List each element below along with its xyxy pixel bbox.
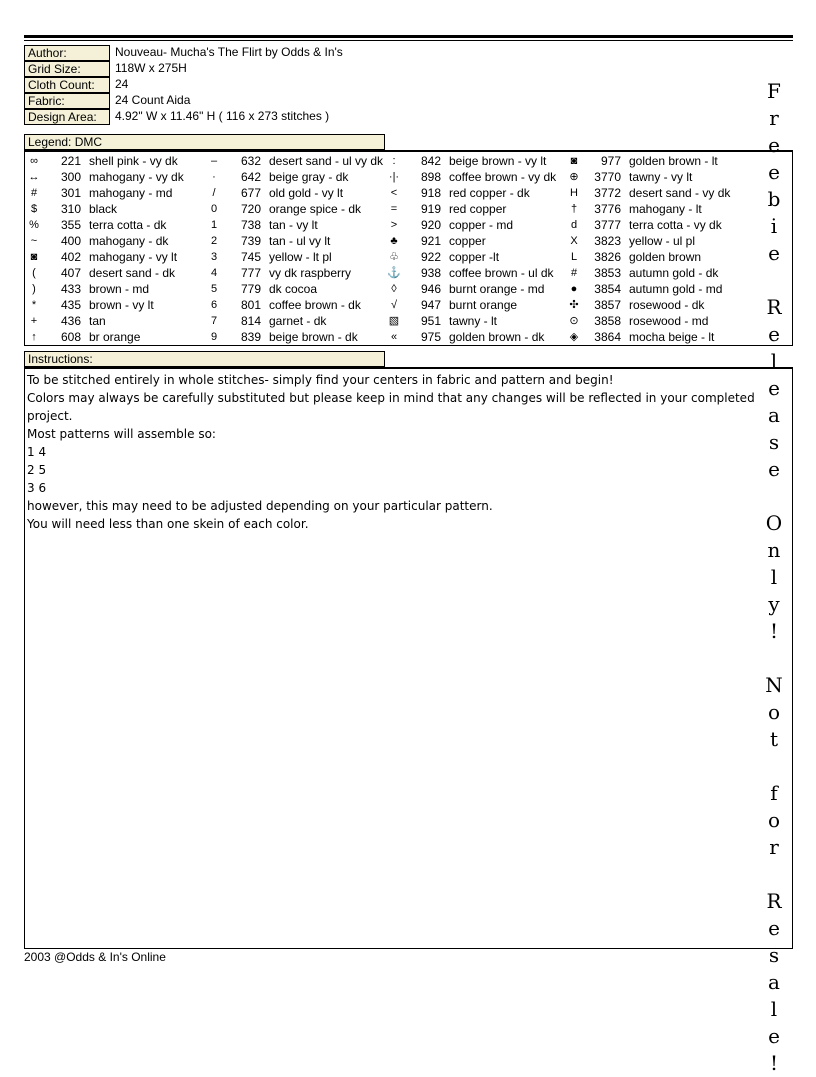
color-name: yellow - lt pl <box>269 250 332 264</box>
legend-symbol: 5 <box>210 283 218 295</box>
legend-symbol: = <box>390 203 398 215</box>
instruction-line: 2 5 <box>27 463 47 477</box>
watermark-letter: e <box>768 376 780 400</box>
legend-symbol: ( <box>32 267 36 279</box>
watermark-letter: e <box>768 241 780 265</box>
legend-symbol: 0 <box>210 203 218 215</box>
dmc-number: 3854 <box>594 282 621 296</box>
color-name: golden brown <box>629 250 702 264</box>
instruction-line: however, this may need to be adjusted depending on your particular pattern. <box>27 499 493 513</box>
watermark-letter: e <box>768 160 780 184</box>
color-name: mahogany - lt <box>629 202 702 216</box>
instructions-title: Instructions: <box>24 351 385 367</box>
grid-size-value: 118W x 275H <box>115 61 187 75</box>
legend-symbol: > <box>390 219 398 231</box>
color-name: vy dk raspberry <box>269 266 352 280</box>
author-value: Nouveau- Mucha's The Flirt by Odds & In's <box>115 45 343 59</box>
dmc-number: 3776 <box>594 202 621 216</box>
dmc-number: 842 <box>420 154 441 168</box>
watermark-letter: e <box>768 322 780 346</box>
legend-symbol: « <box>390 331 398 343</box>
color-name: autumn gold - dk <box>629 266 719 280</box>
dmc-number: 436 <box>60 314 81 328</box>
watermark-letter: f <box>770 781 778 805</box>
dmc-number: 938 <box>420 266 441 280</box>
legend-symbol: ↔ <box>28 171 40 183</box>
dmc-number: 301 <box>60 186 81 200</box>
design-area-label: Design Area: <box>24 109 110 125</box>
watermark-letter: r <box>769 835 779 859</box>
legend-symbol: % <box>29 219 39 231</box>
watermark-letter: e <box>768 1024 780 1048</box>
legend-symbol: √ <box>390 299 398 311</box>
watermark-letter <box>762 753 786 780</box>
dmc-number: 3770 <box>594 170 621 184</box>
dmc-number: 814 <box>240 314 261 328</box>
legend-symbol: L <box>570 251 578 263</box>
legend-symbol: 4 <box>210 267 218 279</box>
legend-symbol: – <box>210 155 218 167</box>
dmc-number: 918 <box>420 186 441 200</box>
top-rule <box>24 35 793 38</box>
author-label: Author: <box>24 45 110 61</box>
color-name: mahogany - md <box>89 186 173 200</box>
color-name: rosewood - md <box>629 314 709 328</box>
color-name: mahogany - dk <box>89 234 169 248</box>
dmc-number: 677 <box>240 186 261 200</box>
watermark-letter: R <box>766 889 782 913</box>
legend-symbol: 9 <box>210 331 218 343</box>
color-name: golden brown - dk <box>449 330 545 344</box>
dmc-number: 898 <box>420 170 441 184</box>
color-name: dk cocoa <box>269 282 318 296</box>
color-name: mahogany - vy dk <box>89 170 184 184</box>
legend-symbol: 3 <box>210 251 218 263</box>
color-name: copper <box>449 234 486 248</box>
watermark-letter: R <box>766 295 782 319</box>
dmc-number: 977 <box>600 154 621 168</box>
watermark-letter: e <box>768 916 780 940</box>
design-area-value: 4.92" W x 11.46" H ( 116 x 273 stitches ) <box>115 109 330 123</box>
color-name: old gold - vy lt <box>269 186 344 200</box>
dmc-number: 3853 <box>594 266 621 280</box>
color-name: desert sand - vy dk <box>629 186 731 200</box>
legend-title: Legend: DMC <box>24 134 385 150</box>
dmc-number: 402 <box>60 250 81 264</box>
legend-symbol: ↑ <box>31 331 37 343</box>
color-name: coffee brown - dk <box>269 298 361 312</box>
dmc-number: 433 <box>60 282 81 296</box>
watermark-letter: a <box>768 403 780 427</box>
fabric-value: 24 Count Aida <box>115 93 191 107</box>
dmc-number: 435 <box>60 298 81 312</box>
watermark-letter: l <box>770 565 778 589</box>
legend-symbol: ◙ <box>570 155 578 167</box>
color-name: mocha beige - lt <box>629 330 715 344</box>
instruction-line: To be stitched entirely in whole stitches- simply find your centers in fabric and pattern and begin! <box>27 373 614 387</box>
color-name: copper - md <box>449 218 514 232</box>
color-name: tan <box>89 314 106 328</box>
color-name: tawny - lt <box>449 314 498 328</box>
color-name: beige brown - vy lt <box>449 154 547 168</box>
legend-symbol: ◈ <box>569 331 579 343</box>
color-name: br orange <box>89 330 141 344</box>
color-name: red copper - dk <box>449 186 530 200</box>
legend-symbol: 7 <box>210 315 218 327</box>
legend-symbol: · <box>212 171 216 183</box>
legend-table <box>24 150 793 346</box>
legend-symbol: ✣ <box>569 299 579 311</box>
color-name: brown - md <box>89 282 150 296</box>
legend-symbol: # <box>570 267 578 279</box>
color-name: terra cotta - vy dk <box>629 218 722 232</box>
instruction-line: 3 6 <box>27 481 47 495</box>
dmc-number: 720 <box>240 202 261 216</box>
color-name: tan - ul vy lt <box>269 234 331 248</box>
color-name: rosewood - dk <box>629 298 705 312</box>
color-name: coffee brown - vy dk <box>449 170 557 184</box>
instructions-box <box>24 367 793 949</box>
legend-symbol: ♣ <box>390 235 398 247</box>
instruction-line: You will need less than one skein of each color. <box>27 517 309 531</box>
dmc-number: 355 <box>60 218 81 232</box>
dmc-number: 3858 <box>594 314 621 328</box>
dmc-number: 951 <box>420 314 441 328</box>
legend-symbol: d <box>570 219 578 231</box>
cloth-count-value: 24 <box>115 77 129 91</box>
dmc-number: 745 <box>240 250 261 264</box>
dmc-number: 3823 <box>594 234 621 248</box>
legend-symbol: * <box>31 299 37 311</box>
dmc-number: 779 <box>240 282 261 296</box>
legend-symbol: ⊙ <box>569 315 579 327</box>
color-name: coffee brown - ul dk <box>449 266 554 280</box>
legend-symbol: $ <box>30 203 38 215</box>
dmc-number: 608 <box>60 330 81 344</box>
legend-symbol: 1 <box>210 219 218 231</box>
watermark-letter: a <box>768 970 780 994</box>
watermark-letter: s <box>768 430 780 454</box>
instruction-line: Colors may always be carefully substituted but please keep in mind that any changes will be reflected in your completed <box>27 391 755 405</box>
legend-symbol: / <box>212 187 216 199</box>
legend-symbol: ▧ <box>388 315 400 327</box>
color-name: terra cotta - dk <box>89 218 167 232</box>
watermark-letter: n <box>767 538 781 562</box>
instruction-line: project. <box>27 409 73 423</box>
color-name: shell pink - vy dk <box>89 154 178 168</box>
dmc-number: 946 <box>420 282 441 296</box>
watermark-letter: i <box>770 214 778 238</box>
color-name: mahogany - vy lt <box>89 250 178 264</box>
legend-symbol: ) <box>32 283 36 295</box>
dmc-number: 801 <box>240 298 261 312</box>
legend-symbol: # <box>30 187 38 199</box>
dmc-number: 777 <box>240 266 261 280</box>
watermark-letter <box>762 483 786 510</box>
legend-symbol: ● <box>570 283 578 295</box>
watermark-letter: O <box>765 511 783 535</box>
legend-symbol: ⊕ <box>569 171 579 183</box>
dmc-number: 407 <box>60 266 81 280</box>
fabric-label: Fabric: <box>24 93 110 109</box>
color-name: brown - vy lt <box>89 298 154 312</box>
legend-symbol: ~ <box>30 235 38 247</box>
watermark-letter: o <box>767 700 781 724</box>
watermark-letter: b <box>767 187 781 211</box>
watermark-letter: ! <box>769 1051 779 1075</box>
legend-symbol: 6 <box>210 299 218 311</box>
dmc-number: 839 <box>240 330 261 344</box>
watermark-letter: ! <box>769 619 779 643</box>
dmc-number: 632 <box>240 154 261 168</box>
watermark-letter: F <box>767 79 781 103</box>
color-name: tawny - vy lt <box>629 170 693 184</box>
legend-symbol: H <box>570 187 578 199</box>
watermark-letter: y <box>768 592 780 616</box>
dmc-number: 738 <box>240 218 261 232</box>
dmc-number: 3857 <box>594 298 621 312</box>
legend-symbol: ◊ <box>391 283 397 295</box>
dmc-number: 300 <box>60 170 81 184</box>
watermark-letter: l <box>770 349 778 373</box>
dmc-number: 921 <box>420 234 441 248</box>
dmc-number: 3864 <box>594 330 621 344</box>
cloth-count-label: Cloth Count: <box>24 77 110 93</box>
grid-size-label: Grid Size: <box>24 61 110 77</box>
color-name: autumn gold - md <box>629 282 723 296</box>
dmc-number: 310 <box>60 202 81 216</box>
color-name: black <box>89 202 118 216</box>
watermark-letter <box>762 861 786 888</box>
color-name: beige gray - dk <box>269 170 349 184</box>
legend-symbol: X <box>570 235 578 247</box>
watermark-letter: o <box>767 808 781 832</box>
color-name: golden brown - lt <box>629 154 718 168</box>
dmc-number: 922 <box>420 250 441 264</box>
color-name: desert sand - dk <box>89 266 176 280</box>
color-name: copper -lt <box>449 250 500 264</box>
watermark-letter: t <box>769 727 779 751</box>
color-name: burnt orange - md <box>449 282 545 296</box>
watermark-letter: s <box>768 943 780 967</box>
color-name: garnet - dk <box>269 314 327 328</box>
legend-symbol: ◙ <box>30 251 38 263</box>
dmc-number: 947 <box>420 298 441 312</box>
dmc-number: 920 <box>420 218 441 232</box>
legend-symbol: † <box>570 203 578 215</box>
legend-symbol: ∞ <box>30 155 38 167</box>
watermark-letter: e <box>768 133 780 157</box>
color-name: burnt orange <box>449 298 518 312</box>
legend-symbol: < <box>390 187 398 199</box>
copyright-footer: 2003 @Odds & In's Online <box>24 950 166 964</box>
dmc-number: 400 <box>60 234 81 248</box>
watermark-letter <box>762 267 786 294</box>
instruction-line: Most patterns will assemble so: <box>27 427 216 441</box>
watermark-letter: N <box>765 673 783 697</box>
watermark-letter <box>762 645 786 672</box>
legend-symbol: : <box>392 155 396 167</box>
legend-symbol: 2 <box>210 235 218 247</box>
dmc-number: 3826 <box>594 250 621 264</box>
dmc-number: 919 <box>420 202 441 216</box>
top-rule-thin <box>24 40 793 41</box>
instruction-line: 1 4 <box>27 445 47 459</box>
watermark-letter: l <box>770 997 778 1021</box>
dmc-number: 975 <box>420 330 441 344</box>
legend-symbol: ·|· <box>388 171 400 183</box>
color-name: beige brown - dk <box>269 330 358 344</box>
legend-symbol: ♧ <box>389 251 399 263</box>
instructions-text <box>27 371 762 533</box>
color-name: yellow - ul pl <box>629 234 696 248</box>
legend-symbol: + <box>30 315 38 327</box>
color-name: orange spice - dk <box>269 202 362 216</box>
color-name: desert sand - ul vy dk <box>269 154 384 168</box>
color-name: tan - vy lt <box>269 218 318 232</box>
watermark-letter: e <box>768 457 780 481</box>
dmc-number: 221 <box>60 154 81 168</box>
legend-symbol: ⚓ <box>387 267 401 279</box>
watermark-letter: r <box>769 106 779 130</box>
dmc-number: 3777 <box>594 218 621 232</box>
color-name: red copper <box>449 202 507 216</box>
vertical-watermark <box>762 78 786 1077</box>
dmc-number: 739 <box>240 234 261 248</box>
dmc-number: 642 <box>240 170 261 184</box>
dmc-number: 3772 <box>594 186 621 200</box>
